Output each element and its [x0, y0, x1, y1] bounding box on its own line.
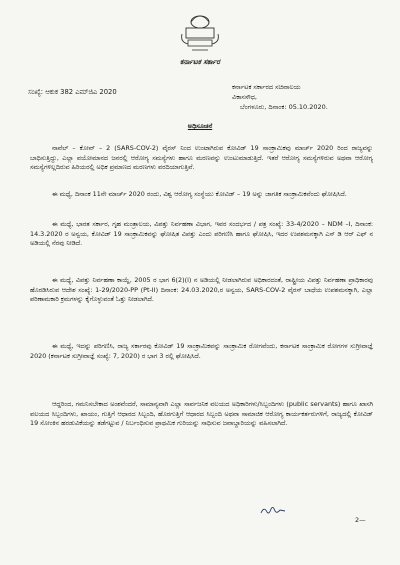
page-continuation-marker: 2— [355, 516, 366, 524]
office-line-2: ವಿಕಾಸಸೌಧ, [232, 93, 257, 101]
paragraph-3 [30, 220, 373, 249]
signature [260, 504, 286, 516]
paragraph-5 [30, 342, 373, 361]
paragraph-text: ನಾವೆಲ್ – ಕೋವ್ – 2 (SARS-COV-2) ವೈರಸ್ ನಿಂದ ಉಂಟಾಗಿರುವ ಕೋವಿಡ್ 19 ಸಾಂಕ್ರಾಮಿಕವು ಮಾರ್ಚ್ 2020 ರಿಂದ ರಾಜ್ಯವನ್ನು ಬಾಧಿಸುತ್ತಿದ್ದು, ಎಲ್ಲಾ ವಯೋಮಾನದ ಜನರಲ್ಲಿ ಆರೋಗ್ಯ ಸಮಸ್ಯೆಗಳು ಹಾಗೂ ಮರಣವನ್ನು ಉಂಟುಮಾಡುತ್ತಿದೆ. ಇತರೆ ಆರೋಗ್ಯ ಸಮಸ್ಯೆಗಳಿರುವ ಅಥವಾ ಆರೋಗ್ಯ ಸಮಸ್ಯೆಗಳಿಲ್ಲದಿರುವ ಹಿರಿಯರಲ್ಲಿ ಅಧಿಕ ಪ್ರಮಾಣದ ಮರಣಗಳು ವರದಿಯಾಗುತ್ತಿವೆ. [30, 144, 373, 172]
office-date: ಬೆಂಗಳೂರು, ದಿನಾಂಕ: 05.10.2020. [240, 103, 328, 111]
government-name: ಕರ್ನಾಟಕ ಸರ್ಕಾರ [180, 58, 220, 66]
notification-title: ಅಧಿಸೂಚನೆ [187, 122, 213, 130]
state-emblem-icon [178, 8, 222, 54]
reference-number: ಸಂಖ್ಯೆ: ಆಕುಕ 382 ಎಮ್‌ಜಿಎ 2020 [28, 88, 117, 96]
paragraph-text: ಈ ಮಧ್ಯೆ, ಭಾರತ ಸರ್ಕಾರ, ಗೃಹ ಮಂತ್ರಾಲಯ, ವಿಪತ್ತು ನಿರ್ವಹಣಾ ವಿಭಾಗ, ಇವರ ಸಂದರ್ಭದ / ಪತ್ರ ಸಂಖ್ಯೆ: 33-4/2020 – NDM –I, ದಿನಾಂಕ: 14.3.2020 ರ ಅನ್ವಯ, ಕೋವಿಡ್ 19 ಸಾಂಕ್ರಾಮಿಕವನ್ನು ಘೋಷಿತ ವಿಪತ್ತು ಎಂದು ಪರಿಗಣಿಸಿ ಹಾಗೂ ಘೋಷಿಸಿ, ಇದರ ಉಪಶಮನಕ್ಕಾಗಿ ಎಸ್ ಡಿ ಆರ್ ಎಫ್ ನ ಅಡಿಯಲ್ಲಿ ನೆರವು ನೀಡಿದೆ. [30, 220, 373, 248]
paragraph-text: ಈ ಮಧ್ಯೆ, ವಿಪತ್ತು ನಿರ್ವಹಣಾ ಕಾಯ್ದೆ, 2005 ರ ಭಾಗ 6(2)(i) ನ ಅಡಿಯಲ್ಲಿ ನೀಡಲಾಗಿರುವ ಅಧಿಕಾರದಂತೆ, ರಾಷ್ಟ್ರೀಯ ವಿಪತ್ತು ನಿರ್ವಹಣಾ ಪ್ರಾಧಿಕಾರವು ಹೊರಡಿಸಿರುವ ಆದೇಶ ಸಂಖ್ಯೆ: 1-29/2020-PP (Pt-II) ದಿನಾಂಕ: 24.03.2020,ರ ಅನ್ವಯ, SARS-COV-2 ವೈರಸ್ ಬಾಧೆಯ ಉಪಶಮನಕ್ಕಾಗಿ, ಎಲ್ಲಾ ಪರಿಣಾಮಕಾರಿ ಕ್ರಮಗಳನ್ನು ಕೈಗೊಳ್ಳುವಂತೆ ಓತ್ತು ನೀಡಲಾಗಿದೆ. [30, 276, 373, 304]
paragraph-1 [30, 144, 373, 173]
paragraph-2 [30, 190, 373, 200]
office-line-1: ಕರ್ನಾಟಕ ಸರ್ಕಾರದ ಸಚಿವಾಲಯ [232, 83, 301, 91]
paragraph-4 [30, 276, 373, 305]
paragraph-text: ಈ ಮಧ್ಯೆ, ದಿನಾಂಕ 11ನೇ ಮಾರ್ಚ್ 2020 ರಂದು, ವಿಶ್ವ ಆರೋಗ್ಯ ಸಂಸ್ಥೆಯು ಕೋವಿಡ್ – 19 ಅನ್ನು ಜಾಗತಿಕ ಸಾಂಕ್ರಾಮಿಕವೆಂದು ಘೋಷಿಸಿದೆ. [52, 190, 347, 198]
paragraph-text: ಆದ್ದರಿಂದ, ಗಮನಿಸಬೇಕಾದ ಅಂಶವೆಂದರೆ, ಸಾಮಾನ್ಯವಾಗಿ ಎಲ್ಲಾ ಸಾರ್ವಜನಿಕ ವಲಯದ ಅಧಿಕಾರಿಗಳು/ಸಿಬ್ಬಂದಿಗಳು (public servants) ಹಾಗೂ ಖಾಸಗಿ ವಲಯದ ಸಿಬ್ಬಂದಿಗಳು, ಖಾಯಂ, ಗುತ್ತಿಗೆ ಆಧಾರದ ಸಿಬ್ಬಂದಿ, ಹೊರಗುತ್ತಿಗೆ ಆಧಾರದ ಸಿಬ್ಬಂದಿ ಅಥವಾ ಸಾಮಾಜಿಕ ಆರೋಗ್ಯ ಕಾರ್ಯಕರ್ತರುಗಳಿಗೆ, ರಾಜ್ಯದಲ್ಲಿ ಕೋವಿಡ್ 19 ಸೋಂಕಿನ ಹರಡುವಿಕೆಯನ್ನು ತಡೆಗಟ್ಟುವ / ನಿರ್ಬಂಧಿಸುವ ಪ್ರಾಥಮಿಕ ಗುರಿಯನ್ನು ಸಾಧಿಸುವ ಜವಾಬ್ದಾರಿಯನ್ನು ವಹಿಸಲಾಗಿದೆ. [30, 400, 373, 428]
office-address [232, 82, 328, 112]
paragraph-text: ಈ ಮಧ್ಯೆ, ಇದನ್ನು ಪರಿಗಣಿಸಿ, ರಾಜ್ಯ ಸರ್ಕಾರವು ಕೋವಿಡ್ 19 ಸಾಂಕ್ರಾಮಿಕವನ್ನು ಸಾಂಕ್ರಾಮಿಕ ರೋಗವೆಂದು, ಕರ್ನಾಟಕ ಸಾಂಕ್ರಾಮಿಕ ರೋಗಗಳ ಸುಗ್ರೀವಾಜ್ಞೆ 2020 (ಕರ್ನಾಟಕ ಸುಗ್ರೀವಾಜ್ಞೆ ಸಂಖ್ಯೆ: 7, 2020) ರ ಭಾಗ 3 ರಲ್ಲಿ ಘೋಷಿಸಿದೆ. [30, 342, 373, 360]
paragraph-6 [30, 400, 373, 429]
